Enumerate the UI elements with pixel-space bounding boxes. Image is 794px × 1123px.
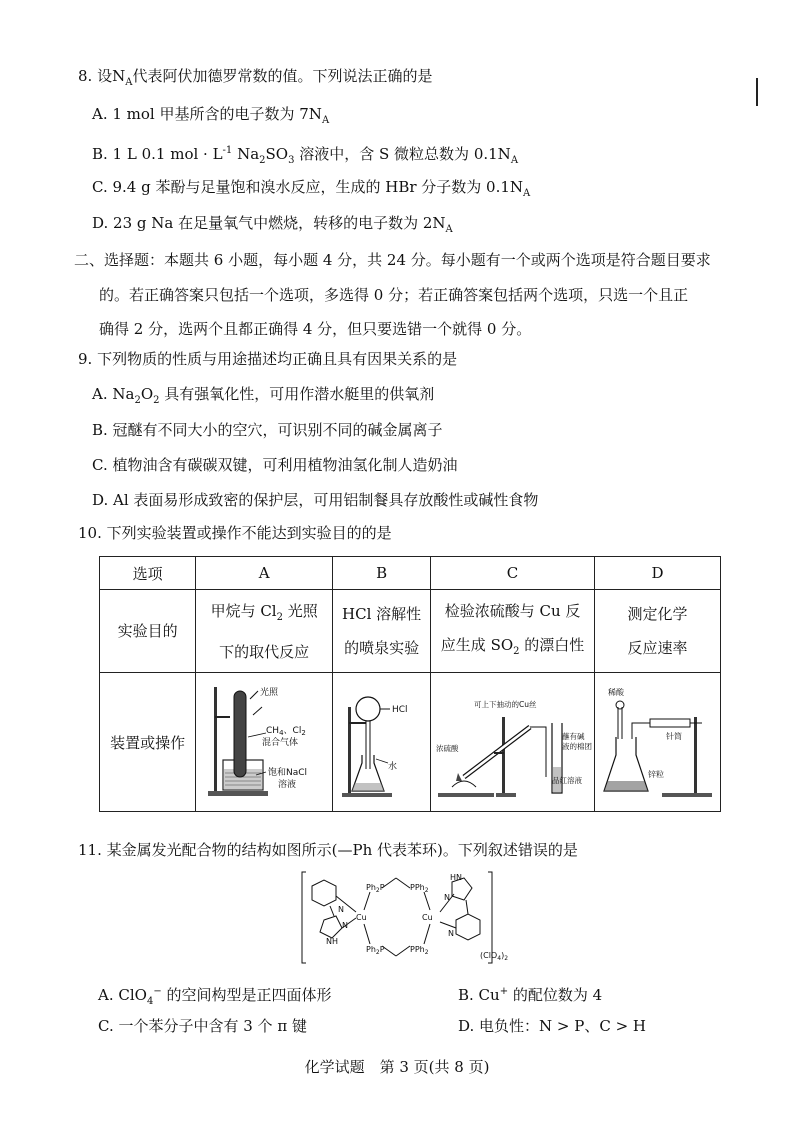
- q11-option-d: D. 电负性：N > P、C > H: [458, 1017, 647, 1035]
- label-gas1: $CH_4$、$Cl_2$: [266, 726, 306, 737]
- q10-stem: 10. 下列实验装置或操作不能达到实验目的的是: [78, 524, 392, 542]
- q8-stem: 8. 设$N_A$代表阿伏加德罗常数的值。下列说法正确的是: [78, 67, 433, 88]
- label-water: 水: [387, 762, 397, 772]
- q11-option-a: A. ClO$_4$− 的空间构型是正四面体形: [98, 986, 332, 1007]
- label-n-left-2: N: [342, 921, 348, 930]
- label-sol1: 饱和NaCl: [268, 768, 308, 778]
- purpose-label: 实验目的: [100, 590, 196, 673]
- apparatus-a-diagram: [198, 677, 330, 807]
- q11-stem: 11. 某金属发光配合物的结构如图所示(—Ph 代表苯环)。下列叙述错误的是: [78, 841, 578, 859]
- margin-bar: [756, 78, 758, 106]
- q11-option-b: B. Cu+ 的配位数为 4: [458, 986, 603, 1004]
- label-syringe: 针筒: [665, 732, 682, 741]
- label-n-right-1: N: [444, 893, 450, 902]
- purpose-c: 检验浓硫酸与 Cu 反 应生成 $SO_2$ 的漂白性: [431, 590, 595, 673]
- complex-structure: [300, 870, 510, 965]
- experiment-table: [99, 556, 721, 812]
- label-counter-ion: $(ClO_4)_2$: [480, 951, 509, 962]
- purpose-a: 甲烷与 $Cl_2$ 光照 下的取代反应: [196, 590, 333, 673]
- apparatus-c: [431, 673, 595, 812]
- label-pph2-top-right: PPh$_2$: [410, 883, 429, 894]
- label-conc-acid: 浓硫酸: [435, 744, 459, 753]
- apparatus-c-diagram: [434, 677, 592, 807]
- q9-option-c: C. 植物油含有碳碳双键，可利用植物油氢化制人造奶油: [92, 456, 458, 474]
- label-cu-wire: 可上下抽动的Cu丝: [473, 700, 537, 709]
- label-cu-left: Cu: [356, 913, 367, 922]
- label-pph2-bottom-right: PPh$_2$: [410, 945, 429, 956]
- page-footer: 化学试题 第 3 页(共 8 页): [304, 1058, 490, 1076]
- device-label: 装置或操作: [100, 673, 196, 812]
- label-ph2p-top-left: $Ph_2P$: [366, 883, 385, 894]
- apparatus-d-diagram: [598, 677, 718, 807]
- section2-line1: 二、选择题：本题共 6 小题，每小题 4 分，共 24 分。每小题有一个或两个选项是符合题目要求: [74, 251, 711, 269]
- label-naoh2: 液的棉团: [561, 742, 592, 751]
- label-light: 光照: [260, 688, 279, 698]
- label-naoh1: 蘸有碱: [561, 732, 585, 741]
- header-cell-c: C: [431, 557, 595, 590]
- label-cu-right: Cu: [422, 913, 433, 922]
- label-zinc: 锌粒: [647, 770, 664, 779]
- header-cell-a: A: [196, 557, 333, 590]
- q11-option-c: C. 一个苯分子中含有 3 个 π 键: [98, 1017, 307, 1035]
- table-header-row: [100, 557, 721, 590]
- label-ph2p-bottom-left: $Ph_2P$: [366, 945, 385, 956]
- q9-option-a: A. $Na_2O_2$ 具有强氧化性，可用作潜水艇里的供氧剂: [92, 385, 435, 406]
- table-device-row: [100, 673, 721, 812]
- q8-option-c: C. 9.4 g 苯酚与足量饱和溴水反应，生成的 HBr 分子数为 $0.1N_A$: [92, 178, 531, 199]
- label-n-right-2: N: [448, 929, 454, 938]
- apparatus-b-diagram: [336, 677, 428, 807]
- apparatus-b: [333, 673, 431, 812]
- label-n-left-1: N: [338, 905, 344, 914]
- header-cell-option: 选项: [100, 557, 196, 590]
- apparatus-d: [595, 673, 721, 812]
- section2-line2: 的。若正确答案只包括一个选项，多选得 0 分；若正确答案包括两个选项，只选一个且正: [99, 286, 689, 304]
- table-purpose-row: [100, 590, 721, 673]
- label-hn: HN: [450, 873, 462, 882]
- q8-option-a: A. 1 mol 甲基所含的电子数为 $7N_A$: [92, 105, 330, 126]
- label-gas2: 混合气体: [262, 738, 299, 748]
- q9-option-d: D. Al 表面易形成致密的保护层，可用铝制餐具存放酸性或碱性食物: [92, 491, 539, 509]
- label-pink-red: 品红溶液: [551, 776, 582, 785]
- apparatus-a: [196, 673, 333, 812]
- header-cell-b: B: [333, 557, 431, 590]
- label-dilute-acid: 稀酸: [607, 688, 624, 697]
- q9-option-b: B. 冠醚有不同大小的空穴，可识别不同的碱金属离子: [92, 421, 443, 439]
- label-nh: NH: [326, 937, 338, 946]
- q9-stem: 9. 下列物质的性质与用途描述均正确且具有因果关系的是: [78, 350, 458, 368]
- label-hcl: HCl: [391, 705, 408, 715]
- header-cell-d: D: [595, 557, 721, 590]
- section2-line3: 确得 2 分，选两个且都正确得 4 分，但只要选错一个就得 0 分。: [99, 320, 532, 338]
- purpose-d: 测定化学 反应速率: [595, 590, 721, 673]
- purpose-b: HCl 溶解性 的喷泉实验: [333, 590, 431, 673]
- label-sol2: 溶液: [278, 780, 297, 790]
- q8-option-d: D. 23 g Na 在足量氧气中燃烧，转移的电子数为 $2N_A$: [92, 214, 453, 235]
- q8-option-b: B. 1 L 0.1 mol · $L^{-1}$ $Na_2SO_3$ 溶液中，含 S 微粒总数为 $0.1N_A$: [92, 145, 519, 166]
